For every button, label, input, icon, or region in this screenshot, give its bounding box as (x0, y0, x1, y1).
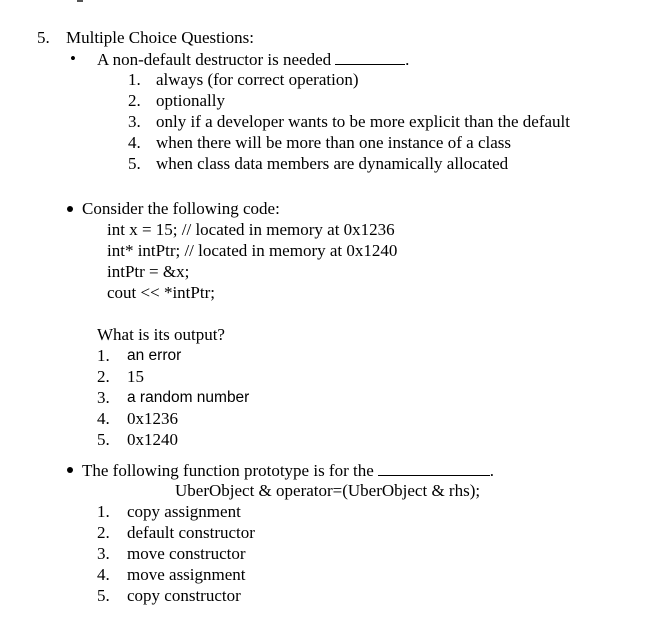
q2-bullet-icon (67, 206, 73, 212)
q2-option-text: a random number (127, 389, 250, 406)
q1-option-text: when there will be more than one instance of a class (156, 133, 511, 152)
q2-option-text: an error (127, 347, 182, 364)
q1-prompt-line (97, 49, 409, 70)
q3-answer-blank (378, 460, 490, 476)
q2-option-text: 0x1240 (127, 430, 178, 449)
q3-prototype: UberObject & operator=(UberObject & rhs); (175, 481, 481, 500)
q3-prompt-line (82, 460, 494, 481)
q3-option-num: 3. (97, 544, 110, 563)
section-number: 5. (37, 28, 50, 47)
q3-option-num: 5. (97, 586, 110, 605)
q3-end: . (489, 461, 495, 480)
q2-option-text: 0x1236 (127, 409, 178, 428)
q3-option-text: copy assignment (127, 502, 241, 521)
q1-bullet: • (70, 49, 76, 68)
q2-code-line: cout << *intPtr; (107, 283, 215, 302)
q2-option-num: 4. (97, 409, 110, 428)
q1-option-text: when class data members are dynamically allocated (156, 154, 509, 173)
page-fragment-mark (77, 0, 83, 2)
q1-option-text: only if a developer wants to be more explicit than the default (156, 112, 571, 131)
q1-end: . (405, 50, 410, 69)
q3-option-text: copy constructor (127, 586, 241, 605)
q1-prompt: A non-default destructor is needed (97, 50, 332, 69)
q3-option-text: default constructor (127, 523, 255, 542)
q2-prompt: Consider the following code: (82, 199, 280, 218)
q1-option-num: 4. (128, 133, 141, 152)
q1-option-num: 3. (128, 112, 141, 131)
q2-option-num: 5. (97, 430, 110, 449)
q2-question: What is its output? (97, 325, 225, 344)
q1-option-num: 2. (128, 91, 141, 110)
q1-option-num: 1. (128, 70, 141, 89)
q3-prompt: The following function prototype is for the (82, 461, 374, 480)
q2-code-line: intPtr = &x; (107, 262, 190, 281)
q2-option-num: 1. (97, 346, 110, 365)
q2-option-num: 3. (97, 388, 110, 407)
q1-option-text: optionally (156, 91, 225, 110)
q3-option-text: move constructor (127, 544, 246, 563)
q3-option-num: 4. (97, 565, 110, 584)
q2-option-num: 2. (97, 367, 110, 386)
q3-option-num: 1. (97, 502, 110, 521)
section-title: Multiple Choice Questions: (66, 28, 254, 47)
q2-code-line: int x = 15; // located in memory at 0x1236 (107, 220, 395, 239)
q2-option-text: 15 (127, 367, 144, 386)
q1-answer-blank (335, 49, 405, 65)
q3-option-num: 2. (97, 523, 110, 542)
q1-option-text: always (for correct operation) (156, 70, 359, 89)
q3-bullet-icon (67, 467, 73, 473)
q2-code-line: int* intPtr; // located in memory at 0x1240 (107, 241, 398, 260)
q1-option-num: 5. (128, 154, 141, 173)
q3-option-text: move assignment (127, 565, 246, 584)
